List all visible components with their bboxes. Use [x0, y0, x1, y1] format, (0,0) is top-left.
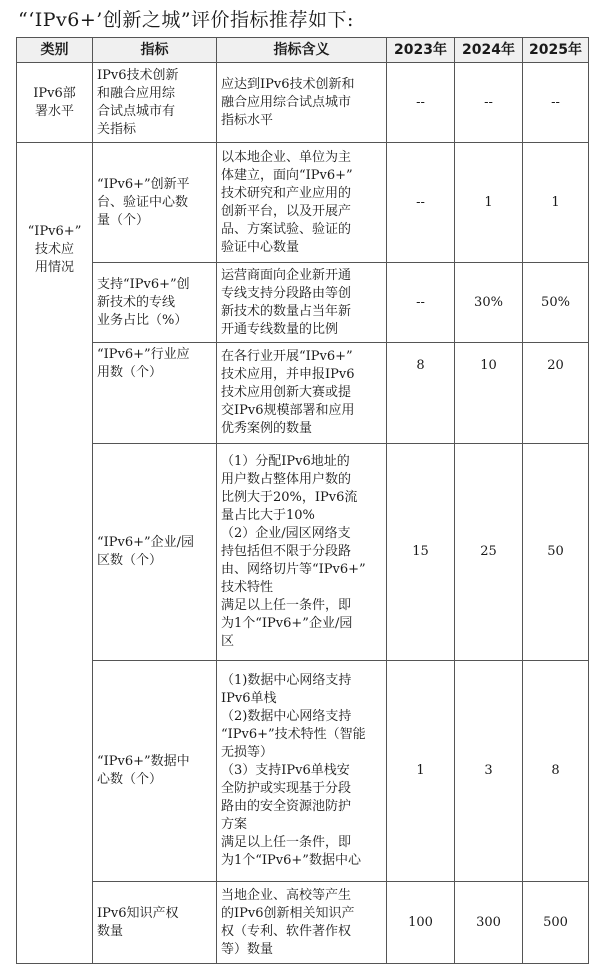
value-2025: 8 [523, 661, 589, 882]
value-2024: 300 [455, 882, 523, 964]
meaning-cell: 运营商面向企业新开通 专线支持分段路由等创 新技术的数量占当年新 开通专线数量的比例 [217, 263, 387, 343]
indicator-cell: “IPv6+”创新平 台、验证中心数 量（个） [93, 143, 217, 263]
value-2025: 500 [523, 882, 589, 964]
value-2023: 8 [387, 343, 455, 444]
value-2025: 1 [523, 143, 589, 263]
table-header-row [17, 38, 589, 63]
table-row [17, 661, 589, 882]
page-title: “‘IPv6+’创新之城”评价指标推荐如下: [18, 9, 354, 31]
value-2024: 25 [455, 444, 523, 661]
category-cell: “IPv6+” 技术应 用情况 [17, 143, 93, 964]
indicator-cell: “IPv6+”行业应 用数（个） [93, 343, 217, 444]
value-2025: -- [523, 63, 589, 143]
meaning-cell: 应达到IPv6技术创新和 融合应用综合试点城市 指标水平 [217, 63, 387, 143]
value-2025: 20 [523, 343, 589, 444]
indicator-cell: “IPv6+”数据中 心数（个） [93, 661, 217, 882]
meaning-cell: 在各行业开展“IPv6+” 技术应用，并申报IPv6 技术应用创新大赛或提 交IPv6规模部署和应用 优秀案例的数量 [217, 343, 387, 444]
header-category: 类别 [17, 38, 93, 63]
value-2023: -- [387, 263, 455, 343]
header-2024: 2024年 [455, 38, 523, 63]
header-meaning: 指标含义 [217, 38, 387, 63]
table-row [17, 143, 589, 263]
indicator-cell: “IPv6+”企业/园 区数（个） [93, 444, 217, 661]
header-2025: 2025年 [523, 38, 589, 63]
table-row [17, 343, 589, 444]
indicator-cell: 支持“IPv6+”创 新技术的专线 业务占比（%） [93, 263, 217, 343]
header-indicator: 指标 [93, 38, 217, 63]
indicator-cell: IPv6技术创新 和融合应用综 合试点城市有 关指标 [93, 63, 217, 143]
value-2024: 1 [455, 143, 523, 263]
category-cell: IPv6部 署水平 [17, 63, 93, 143]
value-2025: 50% [523, 263, 589, 343]
meaning-cell: （1）分配IPv6地址的 用户数占整体用户数的 比例大于20%，IPv6流 量占比大于10% （2）企业/园区网络支 持包括但不限于分段路 由、网络切片等“IPv6+” 技术特性 满足以上任一条件，即 为1个“IPv6+”企业/园 区 [217, 444, 387, 661]
value-2024: 3 [455, 661, 523, 882]
value-2023: -- [387, 143, 455, 263]
meaning-cell: 以本地企业、单位为主 体建立，面向“IPv6+” 技术研究和产业应用的 创新平台，以及开展产 品、方案试验、验证的 验证中心数量 [217, 143, 387, 263]
value-2023: 1 [387, 661, 455, 882]
table-row [17, 444, 589, 661]
meaning-cell: 当地企业、高校等产生 的IPv6创新相关知识产 权（专利、软件著作权 等）数量 [217, 882, 387, 964]
indicator-table [16, 37, 589, 964]
value-2024: 10 [455, 343, 523, 444]
table-row [17, 882, 589, 964]
value-2023: -- [387, 63, 455, 143]
value-2025: 50 [523, 444, 589, 661]
value-2023: 100 [387, 882, 455, 964]
table-row [17, 63, 589, 143]
meaning-cell: （1)数据中心网络支持 IPv6单栈 （2)数据中心网络支持 “IPv6+”技术特性（智能 无损等） （3）支持IPv6单栈安 全防护或实现基于分段 路由的安全资源池防护 方案 满足以上任一条件，即 为1个“IPv6+”数据中心 [217, 661, 387, 882]
indicator-cell: IPv6知识产权 数量 [93, 882, 217, 964]
value-2024: -- [455, 63, 523, 143]
value-2023: 15 [387, 444, 455, 661]
table-row [17, 263, 589, 343]
value-2024: 30% [455, 263, 523, 343]
header-2023: 2023年 [387, 38, 455, 63]
